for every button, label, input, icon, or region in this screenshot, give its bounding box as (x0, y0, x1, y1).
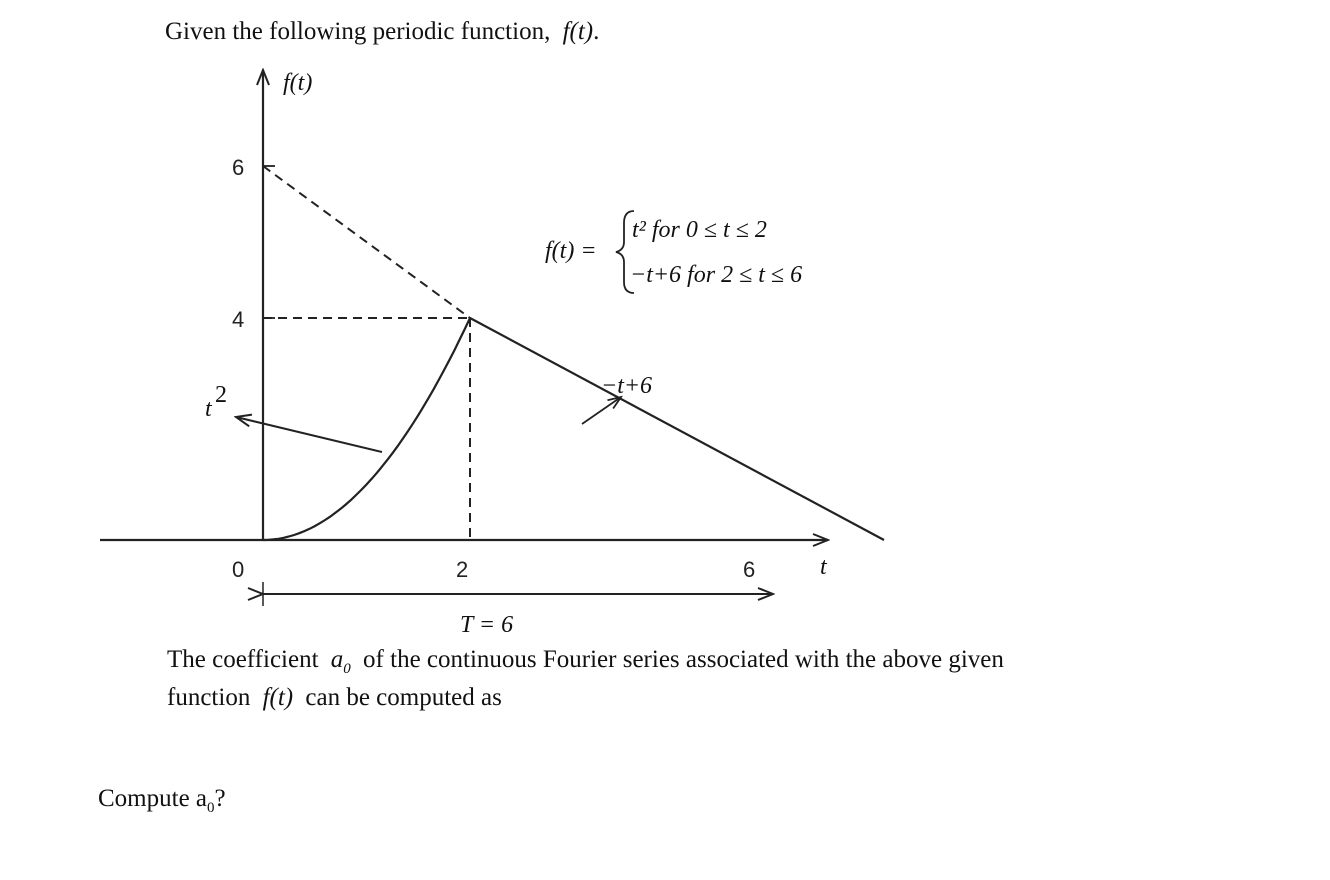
t2-pointer-arrow (236, 417, 382, 452)
a0-symbol (330, 646, 351, 677)
y-tick-label-6: 6 (232, 155, 245, 180)
line-label: −t+6 (601, 373, 653, 399)
compute-prompt (98, 784, 226, 823)
question-line-2 (167, 683, 502, 713)
dashed-line-extension (263, 166, 470, 318)
question-line-1 (167, 645, 1004, 684)
question-text-d: can be computed as (305, 684, 502, 711)
y-tick-label-4: 4 (232, 307, 245, 332)
line-pointer-arrow (582, 397, 621, 424)
definition-case-1: t² for 0 ≤ t ≤ 2 (632, 217, 767, 243)
x-tick-label-0: 0 (232, 557, 245, 582)
t-squared-exponent: 2 (215, 382, 227, 408)
intro-text: Given the following periodic function, (165, 18, 551, 45)
intro-period: . (593, 18, 600, 45)
compute-text: Compute a (98, 785, 208, 812)
question-text-b: of the continuous Fourier series associated with the above given (363, 646, 1004, 673)
period-label: T = 6 (460, 612, 514, 638)
x-tick-label-2: 2 (456, 557, 469, 582)
a0-subscript: 0 (343, 661, 351, 677)
definition-lhs: f(t) = (545, 238, 597, 264)
x-axis-label: t (820, 554, 827, 580)
intro-function: f(t) (562, 18, 594, 45)
t-squared-label: t (205, 396, 212, 422)
y-axis-label: f(t) (283, 70, 313, 96)
compute-question-mark: ? (214, 785, 226, 812)
curve-t-squared (263, 318, 470, 540)
x-tick-label-6: 6 (743, 557, 756, 582)
question-function: f(t) (262, 684, 294, 711)
a0-letter: a (330, 646, 344, 673)
definition-case-2: −t+6 for 2 ≤ t ≤ 6 (630, 262, 803, 288)
curve-minus-t-plus-6 (470, 318, 884, 540)
compute-subscript: 0 (207, 800, 215, 816)
question-text-a: The coefficient (167, 646, 319, 673)
question-text-c: function (167, 684, 251, 711)
